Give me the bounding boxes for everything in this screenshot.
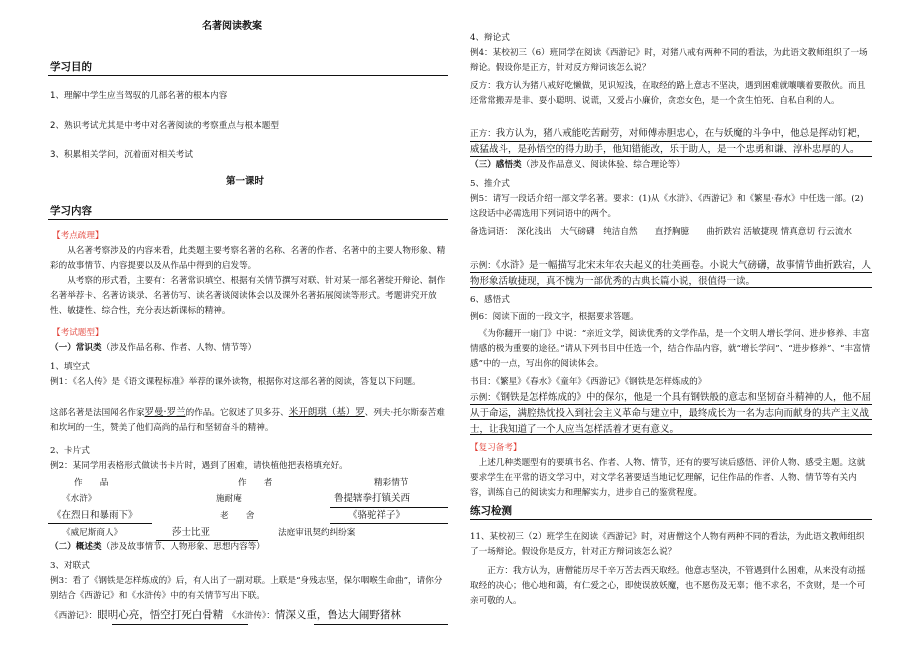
table-header: 作 品	[74, 478, 109, 488]
example-4: 例4：某校初三（6）班同学在阅读《西游记》时，对猪八戒有两种不同的看法，为此语文教师组织了一场辩论。假设你是正方，针对反方辩词该怎么说？	[470, 48, 868, 73]
fill-title: 1、填空式	[50, 362, 90, 372]
card-title: 2、卡片式	[50, 446, 90, 456]
book-list: 书目：《繁星》《春水》《童年》《西游记》《钢铁是怎样炼成的》	[470, 377, 707, 387]
example-3-answers: 《西游记》：眼明心亮，悟空打死白骨精 《水浒传》：情深义重，鲁达大闹野猪林	[50, 609, 401, 621]
answer-shuihu: 情深义重，鲁达大闹野猪林	[274, 609, 401, 621]
content-heading: 学习内容	[50, 205, 92, 217]
kaodian-tag: 【考点疏理】	[52, 231, 104, 241]
answer-underline	[470, 419, 872, 420]
answer-shuihu-intro: 《水浒》是一幅描写北宋末年农夫起义的壮美画卷。小说大气磅礴，故事情节曲折跌宕，人物形象活敏捷现，真不愧为一部优秀的古典长篇小说，很值得一读。	[470, 260, 872, 287]
table-cell: 《水浒》	[62, 494, 97, 504]
example-4-fan: 反方：我方认为猪八戒好吃懒做，见识短浅，在取经的路上意志不坚决，遇到困难就嚷嚷着要散伙。而且还常常搬弄是非、耍小聪明、说谎，又爱占小廉价，贪恋女色，是一个贪生怕死、自私自利的人。	[470, 81, 866, 106]
answer-underline	[470, 404, 872, 405]
table-cell: 《威尼斯商人》	[62, 528, 123, 538]
answer-michelangelo: 米开朗琪（基）罗	[288, 407, 365, 418]
example-1: 例1：《名人传》是《语文课程标准》举荐的课外读物，根据你对这部名著的阅读，答复以下问题。	[50, 377, 421, 387]
couplet-title: 3、对联式	[50, 561, 90, 571]
example-2: 例2：某同学用表格形式做读书卡片时，遇到了困难，请快植他把表格填充好。	[50, 461, 348, 471]
answer-underline	[470, 272, 872, 273]
question-11-zheng: 正方：我方认为，唐僧能历尽千辛万苦去西天取经。他意志坚决，不管遇到什么困难，从来没有动摇取经的决心；他心地和蔼，有仁爱之心，即使误放妖魔，也不愿伤及无辜；他不求名，不贪财，是一个可亲可敬的人。	[470, 566, 866, 606]
question-11: 11、某校初三（2）班学生在阅读《西游记》时，对唐僧这个人物有两种不同的看法，为此语文教师组织了一场辩论。假设你是反方，针对正方辩词该怎么说？	[470, 532, 865, 557]
example-6-quote: 《为你翻开一扇门》中说：“亲近文学，阅读优秀的文学作品，是一个文明人增长学问、进步修养、丰富情感的极为重要的途径。”请从下列书目中任选一个，结合作品内容，就“增长学问”、“进步修养”、“丰富情感”中的一点，写出你的阅读体会。	[470, 329, 871, 369]
answer-underline	[470, 156, 872, 157]
answer-underline	[112, 624, 248, 625]
table-answer: 莎士比亚	[172, 527, 211, 538]
example-5-answer: 示例：《水浒》是一幅描写北宋末年农夫起义的壮美画卷。小说大气磅礴，故事情节曲折跌宕，人物形象活敏捷现，真不愧为一部优秀的古典长篇小说，很值得一读。	[470, 260, 872, 287]
answer-underline	[314, 624, 448, 625]
lesson-label: 第一课时	[226, 176, 265, 187]
answer-zhubajie: 我方认为，猪八戒能吃苦耐劳，对师傅赤胆忠心，在与妖魔的斗争中，他总是挥动钉耙，威猛战斗，是孙悟空的得力助手，他知错能改，乐于助人，是一个忠勇和谦、淳朴忠厚的人。	[470, 128, 867, 155]
answer-xiyou: 眼明心亮，悟空打死白骨精	[97, 609, 224, 621]
review-tag: 【复习备考】	[470, 443, 522, 453]
kaoshi-tag: 【考试题型】	[52, 328, 104, 338]
table-header: 作 者	[238, 478, 273, 488]
example-5: 例5：请写一段话介绍一部文学名著。要求：(1)从《水浒》、《西游记》和《繁星·春水》中任选一部。(2)这段话中必需选用下列词语中的两个。	[470, 194, 864, 219]
review-text: 上述几种类题型有的要填书名、作者、人物、情节，还有的要写读后感悟、评价人物、感受主题。这就要求学生在平常的语文学习中，对文学名著要适当地记忆理解，记住作品的作者、人物、情节等有关内容，训练自己的阅读实力和理解实力，进步自己的鉴赏程度。	[470, 458, 866, 498]
type2-heading: （二）概述类（涉及故事情节、人物形象、思想内容等）	[50, 542, 265, 552]
word-bank: 备选词语： 深化浅出 大气磅礴 纯洁自然 直抒胸臆 曲折跌宕 活敏捷现 情真意切 行云流水	[470, 227, 853, 237]
type3-heading: （三）感悟类（涉及作品意义、阅读体验、综合理论等）	[470, 160, 685, 170]
debate-title: 4、辩论式	[470, 33, 510, 43]
table-answer: 鲁提辖拳打镇关西	[334, 493, 411, 504]
table-cell: 老 舍	[220, 511, 255, 521]
divider	[48, 75, 448, 76]
answer-underline	[470, 287, 872, 288]
divider	[48, 219, 448, 220]
table-answer: 《在烈日和暴雨下》	[52, 510, 138, 521]
page-title: 名著阅读教案	[202, 21, 262, 32]
example-1-answer: 这部名著是法国闻名作家罗曼·罗兰的作品。它叙述了贝多芬、米开朗琪（基）罗、列夫·托尔斯泰苦难和坎坷的一生，赞美了他们高尚的品行和坚韧奋斗的精神。	[50, 407, 445, 433]
divider	[470, 519, 872, 520]
recommend-title: 5、推介式	[470, 179, 510, 189]
example-4-answer: 正方：我方认为，猪八戒能吃苦耐劳，对师傅赤胆忠心，在与妖魔的斗争中，他总是挥动钉耙，威猛战斗，是孙悟空的得力助手，他知错能改，乐于助人，是一个忠勇和谦、淳朴忠厚的人。	[470, 128, 867, 155]
practice-heading: 练习检测	[470, 505, 512, 517]
objective-item: 2、熟识考试尤其是中考中对名著阅读的考察重点与根本题型	[50, 121, 279, 131]
table-header: 精彩情节	[374, 478, 409, 488]
objective-item: 3、积累相关学问，沉着面对相关考试	[50, 150, 193, 160]
answer-underline	[330, 523, 448, 524]
answer-underline	[470, 434, 872, 435]
example-6: 例6：阅读下面的一段文字，根据要求答题。	[470, 312, 639, 322]
kaodian-paragraph: 从考察的形式看，主要有：名著常识填空、根据有关情节撰写对联、针对某一部名著绽开辩论、制作名著举荐卡、名著访谈录、名著仿写、读名著谈阅读体会以及课外名著拓展阅读等形式。考题讲究开放性、敏捷性、综合性，充分表达新课标的精神。	[50, 276, 446, 316]
answer-underline	[470, 141, 872, 142]
answer-underline	[48, 523, 152, 524]
table-cell: 施耐庵	[216, 494, 242, 504]
table-answer: 《骆驼祥子》	[348, 510, 406, 521]
answer-romain: 罗曼·罗兰	[144, 407, 186, 418]
objectives-heading: 学习目的	[50, 61, 92, 73]
kaodian-paragraph: 从名著考察涉及的内容来看，此类题主要考察名著的名称、名著的作者、名著中的主要人物形象、精彩的故事情节、内容提要以及从作品中得到的启发等。	[50, 246, 446, 271]
table-cell: 法庭审讯契约纠纷案	[278, 528, 356, 538]
type1-heading: （一）常识类（涉及作品名称、作者、人物、情节等）	[50, 343, 257, 353]
objective-item: 1、理解中学生应当驾驭的几部名著的根本内容	[50, 91, 228, 101]
example-3: 例3：看了《钢铁是怎样炼成的》后，有人出了一副对联。上联是“身残志坚，保尔咽喉生命曲”，请你分别结合《西游记》和《水浒传》中的有关情节写出下联。	[50, 576, 443, 601]
answer-steel: 《钢铁是怎样炼成的》中的保尔，他是一个具有钢铁般的意志和坚韧奋斗精神的人，他不屈从于命运，满腔热忱投入到社会主义革命与建立中，最终成长为一名为志向而献身的共产主义战士，让我知道了一个人应当怎样活着才更有意义。	[470, 392, 872, 435]
feeling-title: 6、感悟式	[470, 295, 510, 305]
example-6-answer: 示例：《钢铁是怎样炼成的》中的保尔，他是一个具有钢铁般的意志和坚韧奋斗精神的人，他不屈从于命运，满腔热忱投入到社会主义革命与建立中，最终成长为一名为志向而献身的共产主义战士，让我知道了一个人应当怎样活着才更有意义。	[470, 392, 872, 435]
